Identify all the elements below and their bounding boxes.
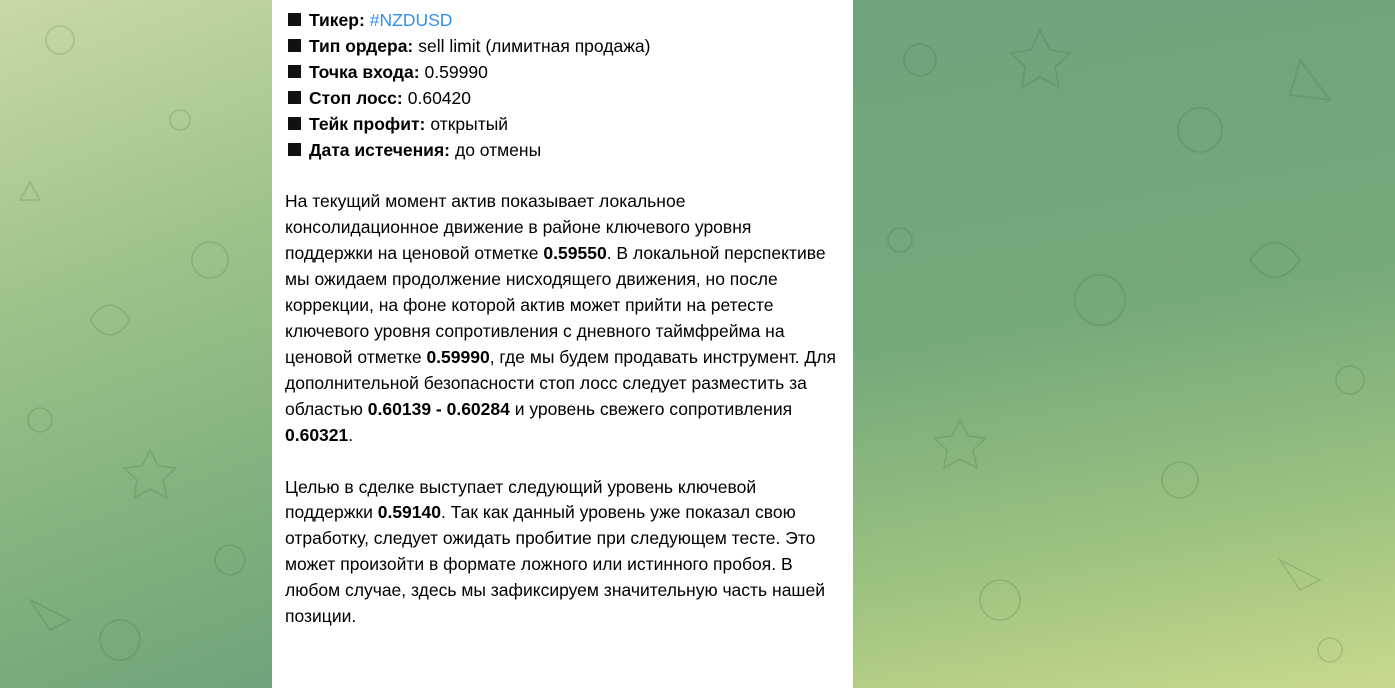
param-value: открытый xyxy=(430,113,509,134)
bullet-square-icon xyxy=(288,13,301,26)
param-value: до отмены xyxy=(454,139,542,160)
bullet-square-icon xyxy=(288,65,301,78)
param-label: Тейк профит: xyxy=(309,113,426,134)
text-segment: Целью в сделке выступает следующий уровень ключевой поддержки xyxy=(285,476,757,523)
text-segment: и уровень свежего сопротивления xyxy=(509,398,793,419)
param-label: Тип ордера: xyxy=(309,35,414,56)
param-expiry xyxy=(285,138,839,164)
price-level: 0.59990 xyxy=(426,346,490,367)
text-segment: . Так как данный уровень уже показал свою отработку, следует ожидать пробитие при следующем тесте. Это может произойти в формате ложного или истинного пробоя. В любом случае, здесь мы зафиксируем значительную часть нашей позиции. xyxy=(285,502,825,627)
text-segment: , где мы будем продавать инструмент. Для дополнительной безопасности стоп лосс следует разместить за областью xyxy=(285,346,836,419)
bullet-square-icon xyxy=(288,143,301,156)
bullet-square-icon xyxy=(288,39,301,52)
param-stop-loss xyxy=(285,86,839,112)
param-label: Стоп лосс: xyxy=(309,87,403,108)
text-segment: На текущий момент актив показывает локальное консолидационное движение в районе ключевого уровня поддержки на ценовой отметке xyxy=(285,191,752,264)
param-take-profit xyxy=(285,112,839,138)
param-value: 0.60420 xyxy=(407,87,472,108)
param-label: Точка входа: xyxy=(309,61,420,82)
message-bubble xyxy=(272,0,853,688)
text-segment: . xyxy=(348,424,354,445)
price-level: 0.60321 xyxy=(285,424,349,445)
bullet-square-icon xyxy=(288,91,301,104)
param-label: Дата истечения: xyxy=(309,139,450,160)
param-order-type xyxy=(285,34,839,60)
bullet-square-icon xyxy=(288,117,301,130)
param-ticker xyxy=(285,8,839,34)
price-level: 0.59550 xyxy=(543,243,607,264)
analysis-paragraph-1 xyxy=(285,189,839,448)
price-range: 0.60139 - 0.60284 xyxy=(367,398,510,419)
param-label: Тикер: xyxy=(309,10,365,30)
param-value: sell limit (лимитная продажа) xyxy=(418,35,651,56)
hashtag-link[interactable]: #NZDUSD xyxy=(369,10,453,30)
text-segment: . В локальной перспективе мы ожидаем продолжение нисходящего движения, но после коррекции, на фоне которой актив может прийти на ретесте ключевого уровня сопротивления с дневного таймфрейма на ценовой отметке xyxy=(285,243,826,367)
price-level: 0.59140 xyxy=(377,502,441,523)
analysis-paragraph-2 xyxy=(285,475,839,630)
order-params-list xyxy=(285,8,839,163)
param-value: 0.59990 xyxy=(424,61,488,82)
param-entry-point xyxy=(285,60,839,86)
